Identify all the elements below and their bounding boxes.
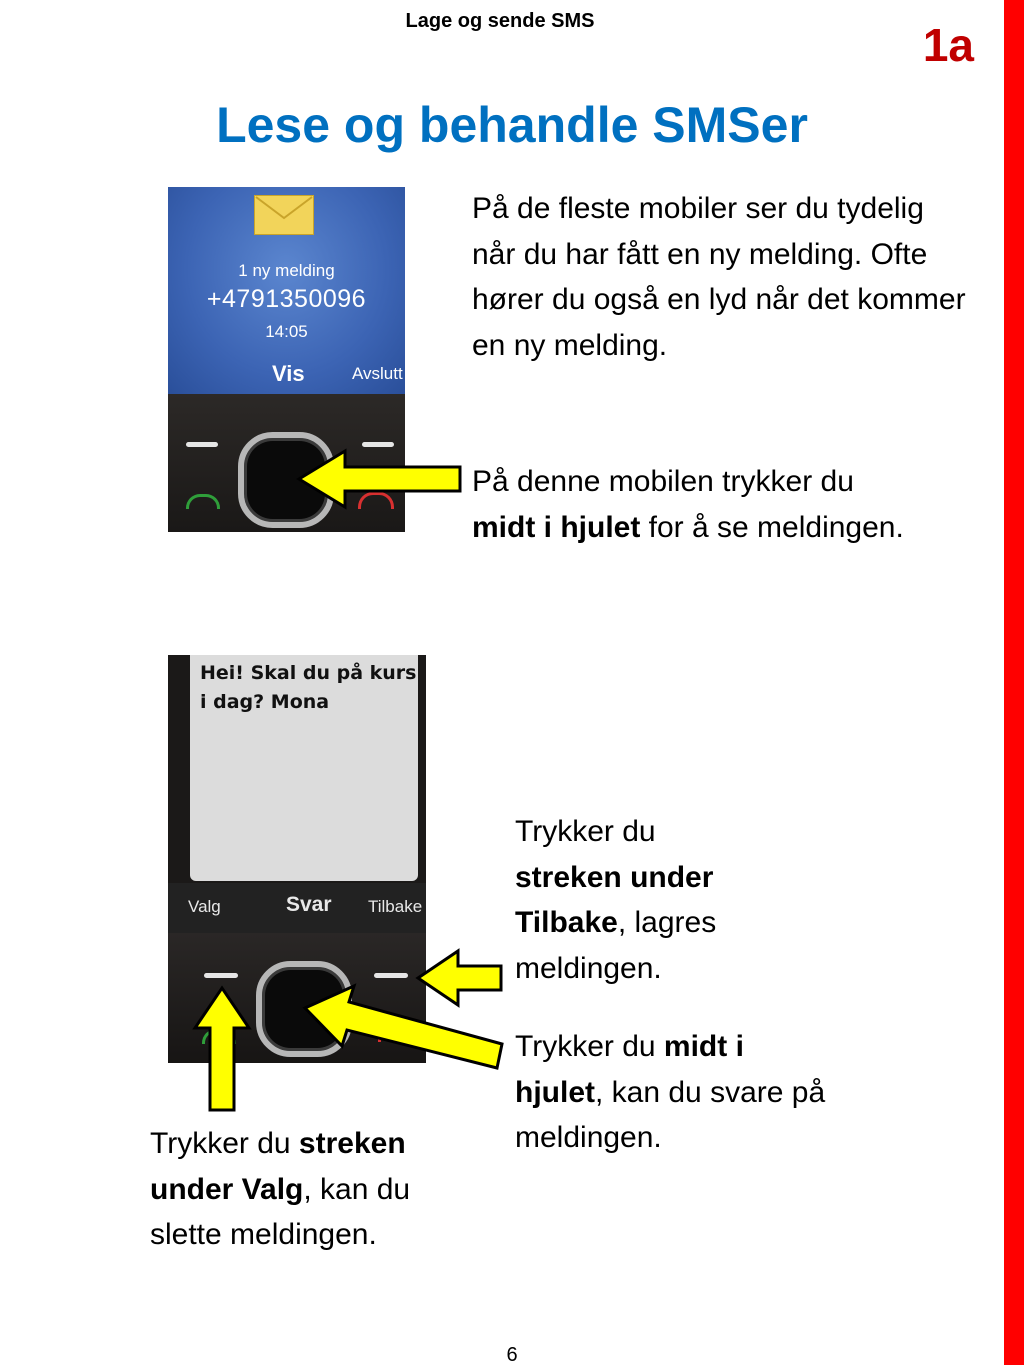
callout-wheel-suffix: , kan du svare på meldingen. [515,1075,826,1154]
softkey-tilbake: Tilbake [368,897,423,916]
callout-valg-prefix: Trykker du [150,1127,299,1160]
callout-wheel-bold: midt i hjulet [515,1030,744,1109]
message-line-2: i dag? Mona [200,691,330,713]
right-softkey-line [362,442,394,447]
softkey-vis: Vis [272,361,305,386]
arrow-to-tilbake [418,951,501,1005]
callout-valg [150,1121,455,1258]
message-line-1: Hei! Skal du på kurs [200,662,417,684]
end-key-icon [358,492,394,509]
callout-valg-suffix: , kan du slette meldingen. [150,1172,411,1251]
instruction-paragraph [472,459,992,550]
callout-tilbake-bold: streken under Tilbake [515,860,714,939]
softkey-avslutt: Avslutt [352,364,403,383]
page-number: 6 [506,1344,518,1366]
page-title: Lese og behandle SMSer [216,97,808,153]
message-text [200,659,416,717]
phone-photo-message-view [168,655,426,1063]
callout-valg-bold: streken under Valg [150,1127,406,1206]
softkey-bar [168,883,426,933]
instruction-suffix: for å se meldingen. [640,510,904,544]
new-message-notice: 1 ny melding [238,261,335,280]
callout-wheel [515,1024,835,1161]
phone-keypad [168,394,405,532]
call-key-icon [186,494,220,509]
callout-tilbake-suffix: , lagres meldingen. [515,906,717,985]
instruction-bold: midt i hjulet [472,510,641,544]
left-softkey-line [204,973,238,978]
softkey-valg: Valg [188,897,221,916]
softkey-svar: Svar [286,893,332,916]
instruction-text: På denne mobilen trykker du [472,465,854,498]
intro-paragraph: På de fleste mobiler ser du tydelig når du har fått en ny melding. Ofte hører du også en lyd når det kommer en ny melding. [472,192,966,362]
right-softkey-line [374,973,408,978]
phone-screen [168,187,405,394]
chapter-number: 1a [922,19,974,71]
side-bar [1004,0,1024,1365]
envelope-icon [254,195,314,235]
phone-keypad [168,933,426,1063]
callout-wheel-prefix: Trykker du [515,1030,664,1063]
sender-number: +4791350096 [206,285,367,313]
callout-tilbake-prefix: Trykker du [515,815,656,848]
header-title: Lage og sende SMS [405,10,595,32]
left-softkey-line [186,442,218,447]
message-time: 14:05 [265,322,308,341]
callout-tilbake [515,809,775,991]
